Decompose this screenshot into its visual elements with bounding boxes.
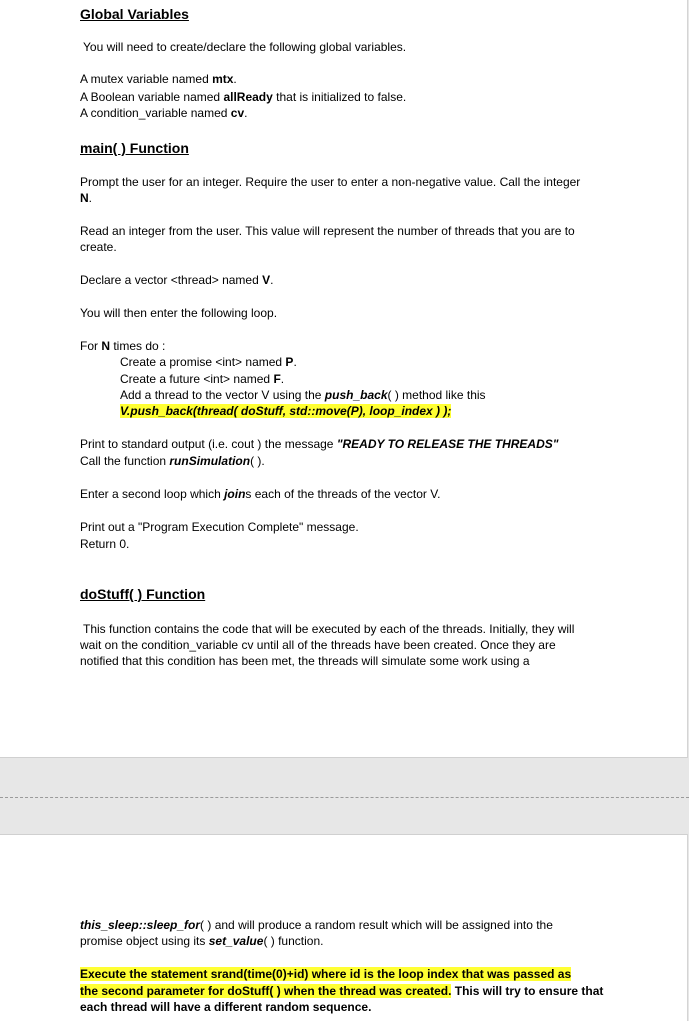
heading-dostuff-function: doStuff( ) Function	[80, 586, 206, 602]
prompt-line-2: N.	[80, 191, 93, 205]
declare-line: Declare a vector <thread> named V.	[80, 273, 274, 287]
second-loop-line: Enter a second loop which joins each of the threads of the vector V.	[80, 487, 441, 501]
exec-line-1: Execute the statement srand(time(0)+id) where id is the loop index that was passed as	[80, 967, 572, 981]
dostuff-para-line-1: This function contains the code that will be executed by each of the threads. Initially, they will	[83, 622, 575, 636]
loop-intro: You will then enter the following loop.	[80, 306, 278, 320]
read-line-1: Read an integer from the user. This value will represent the number of threads that you are to	[80, 224, 575, 238]
add-thread-line: Add a thread to the vector V using the push_back( ) method like this	[120, 388, 486, 402]
mutex-line: A mutex variable named mtx.	[80, 72, 237, 86]
call-run-simulation-line: Call the function runSimulation( ).	[80, 454, 265, 468]
code-line: V.push_back(thread( doStuff, std::move(P), loop_index ) );	[120, 404, 452, 418]
dostuff-para-line-2: wait on the condition_variable cv until all of the threads have been created. Once they are	[80, 638, 556, 652]
for-line: For N times do :	[80, 339, 166, 353]
read-line-2: create.	[80, 240, 117, 254]
dostuff-para-line-3: notified that this condition has been met, the threads will simulate some work using a	[80, 654, 530, 668]
print-ready-line: Print to standard output (i.e. cout ) the message "READY TO RELEASE THE THREADS"	[80, 437, 559, 451]
heading-global-variables: Global Variables	[80, 6, 189, 22]
sleep-line: this_sleep::sleep_for( ) and will produce a random result which will be assigned into the	[80, 918, 553, 932]
exec-line-2: the second parameter for doStuff( ) when the thread was created. This will try to ensure that	[80, 984, 604, 998]
print-complete-line: Print out a "Program Execution Complete" message.	[80, 520, 359, 534]
promise-value-line: promise object using its set_value( ) function.	[80, 934, 324, 948]
prompt-line-1: Prompt the user for an integer. Require the user to enter a non-negative value. Call the integer	[80, 175, 581, 189]
page-break-line	[0, 797, 689, 798]
exec-line-3: each thread will have a different random sequence.	[80, 1000, 372, 1014]
future-line: Create a future <int> named F.	[120, 372, 285, 386]
heading-main-function: main( ) Function	[80, 140, 189, 156]
global-intro: You will need to create/declare the following global variables.	[83, 40, 407, 54]
promise-line: Create a promise <int> named P.	[120, 355, 297, 369]
return-line: Return 0.	[80, 537, 130, 551]
bool-line: A Boolean variable named allReady that is initialized to false.	[80, 90, 407, 104]
cv-line: A condition_variable named cv.	[80, 106, 248, 120]
